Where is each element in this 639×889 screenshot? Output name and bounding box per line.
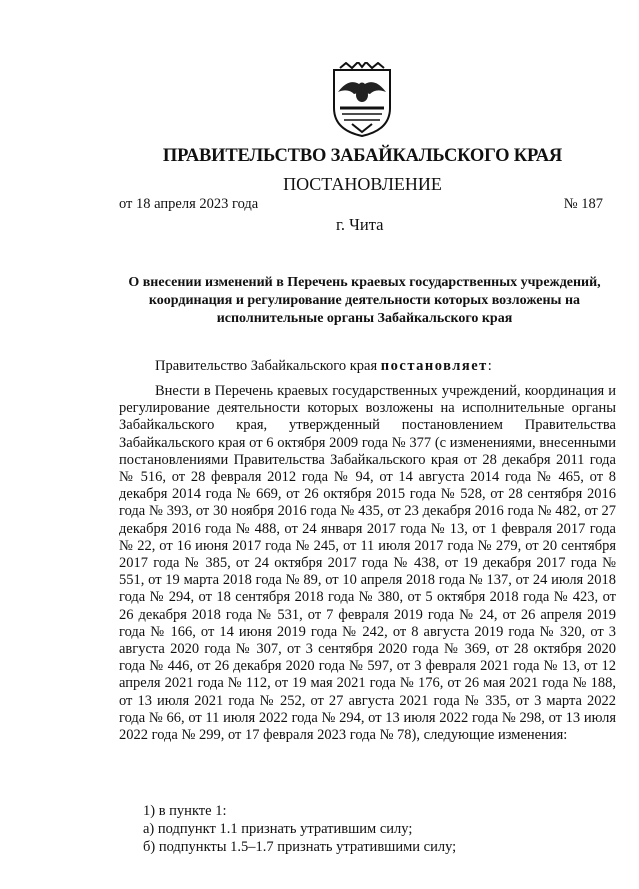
list-item: 1) в пункте 1: bbox=[143, 803, 227, 819]
intro-sentence bbox=[155, 358, 492, 375]
document-date: от 18 апреля 2023 года bbox=[119, 196, 259, 212]
list-item: а) подпункт 1.1 признать утратившим силу; bbox=[143, 821, 413, 837]
body-paragraph: Внести в Перечень краевых государственных учреждений, координация и регулирование деятельности которых возложены на исполнительные органы Забайкальского края, утвержденный постановлением Правительства Забайкальского края от 6 октября 2009 года № 377 (с изменениями, внесенными постановлениями Правительства Забайкальского края от 28 декабря 2011 года № 516, от 28 февраля 2012 года № 94, от 14 августа 2014 года № 465, от 8 декабря 2014 года № 669, от 26 октября 2015 года № 528, от 28 сентября 2016 года № 393, от 30 ноября 2016 года № 435, от 23 декабря 2016 года № 482, от 27 декабря 2016 года № 488, от 24 января 2017 года № 13, от 1 февраля 2017 года № 22, от 16 июня 2017 года № 245, от 11 июля 2017 года № 279, от 20 сентября 2017 года № 385, от 24 октября 2017 года № 438, от 19 декабря 2017 года № 551, от 19 марта 2018 года № 89, от 10 апреля 2018 года № 137, от 24 июля 2018 года № 294, от 18 сентября 2018 года № 380, от 5 октября 2018 года № 423, от 26 декабря 2018 года № 531, от 7 февраля 2019 года № 24, от 26 апреля 2019 года № 166, от 14 июня 2019 года № 242, от 8 августа 2019 года № 320, от 3 августа 2020 года № 307, от 3 сентября 2020 года № 369, от 28 октября 2020 года № 446, от 26 декабря 2020 года № 597, от 3 февраля 2021 года № 13, от 12 апреля 2021 года № 112, от 19 мая 2021 года № 176, от 26 мая 2021 года № 188, от 13 июля 2021 года № 252, от 27 августа 2021 года № 335, от 3 марта 2022 года № 66, от 11 июля 2022 года № 294, от 13 июля 2022 года № 298, от 13 июля 2022 года № 299, от 17 февраля 2023 года № 78), следующие изменения: bbox=[119, 383, 616, 744]
document-city: г. Чита bbox=[336, 215, 384, 234]
coat-of-arms-icon bbox=[330, 62, 394, 138]
intro-suffix: : bbox=[487, 358, 492, 374]
document-title: О внесении изменений в Перечень краевых государственных учреждений, координация и регулирование деятельности которых возложены на исполнительные органы Забайкальского края bbox=[128, 275, 601, 326]
intro-emphasis: постановляет bbox=[380, 358, 488, 374]
document-type: ПОСТАНОВЛЕНИЕ bbox=[283, 174, 442, 194]
list-item: б) подпункты 1.5–1.7 признать утратившими силу; bbox=[143, 839, 457, 855]
document-number: № 187 bbox=[563, 196, 603, 212]
organization-name: ПРАВИТЕЛЬСТВО ЗАБАЙКАЛЬСКОГО КРАЯ bbox=[162, 146, 563, 166]
intro-text: Правительство Забайкальского края bbox=[155, 358, 381, 374]
